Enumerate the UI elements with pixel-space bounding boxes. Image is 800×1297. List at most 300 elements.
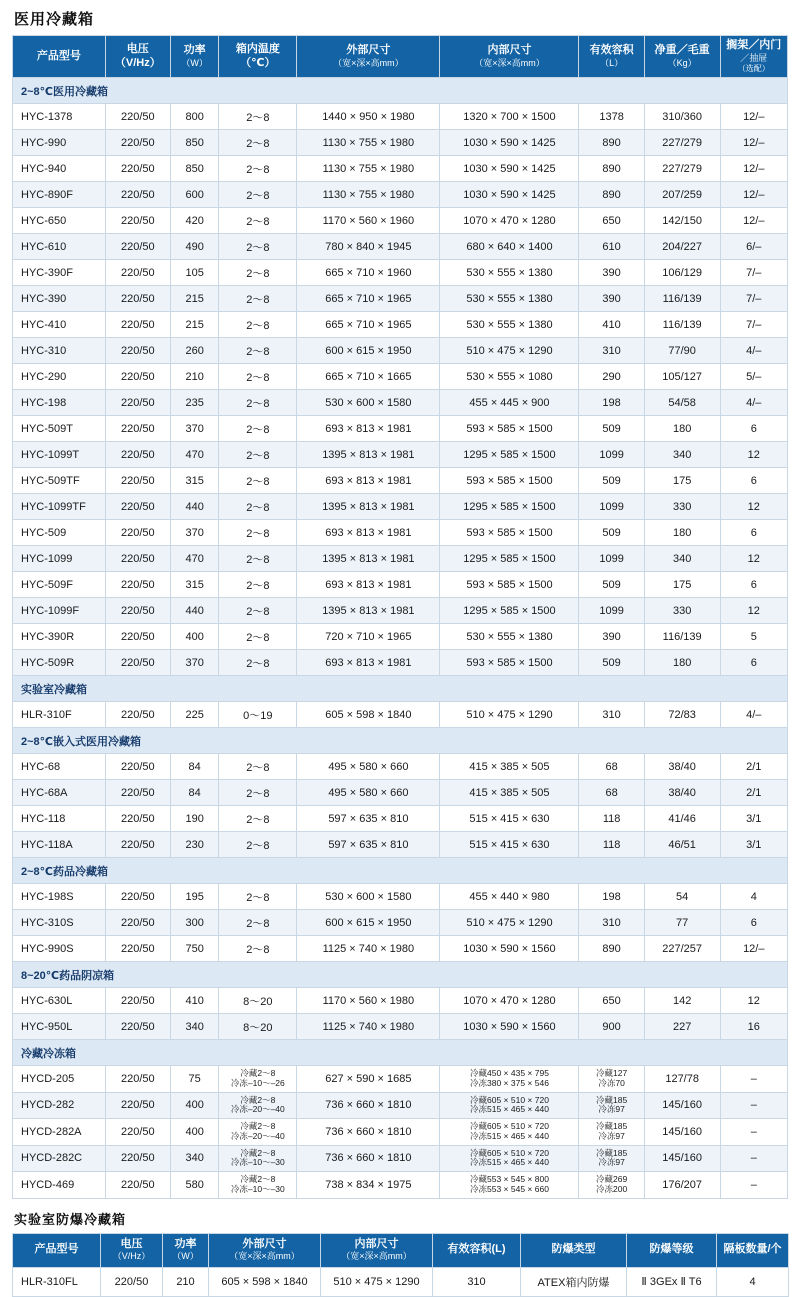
cell: 180 [644, 416, 720, 442]
cell: 2～8 [219, 884, 297, 910]
cell: 220/50 [105, 494, 170, 520]
cell: 225 [170, 702, 218, 728]
cell: – [720, 1066, 787, 1093]
cell: 470 [170, 442, 218, 468]
cell-model: HYCD-282A [13, 1119, 106, 1146]
cell: 400 [170, 624, 218, 650]
cell: 冷藏269 冷冻200 [579, 1172, 644, 1199]
cell: 220/50 [105, 754, 170, 780]
cell: 6 [720, 910, 787, 936]
cell-model: HYC-610 [13, 234, 106, 260]
cell: 390 [579, 286, 644, 312]
cell: 145/160 [644, 1092, 720, 1119]
table-row [13, 468, 788, 494]
table-body [13, 78, 788, 1199]
cell: 105/127 [644, 364, 720, 390]
cell-model: HYC-118 [13, 806, 106, 832]
cell: 220/50 [105, 364, 170, 390]
cell: 冷藏2～8 冷冻–10～–30 [219, 1172, 297, 1199]
cell: 1125 × 740 × 1980 [297, 936, 440, 962]
cell: 235 [170, 390, 218, 416]
cell: 1295 × 585 × 1500 [440, 494, 579, 520]
cell: 84 [170, 780, 218, 806]
cell: 440 [170, 598, 218, 624]
cell: 118 [579, 832, 644, 858]
cell: 2～8 [219, 416, 297, 442]
cell: 220/50 [101, 1267, 163, 1296]
cell: 38/40 [644, 780, 720, 806]
cell: 220/50 [105, 1014, 170, 1040]
table-row [13, 338, 788, 364]
table-row [13, 1014, 788, 1040]
column-header-3: 外部尺寸 （宽×深×高mm） [209, 1233, 321, 1267]
cell: – [720, 1145, 787, 1172]
cell-model: HLR-310FL [13, 1267, 101, 1296]
cell: 84 [170, 754, 218, 780]
cell: 850 [170, 130, 218, 156]
cell: 890 [579, 182, 644, 208]
cell: 220/50 [105, 312, 170, 338]
cell: 530 × 555 × 1380 [440, 312, 579, 338]
cell: 105 [170, 260, 218, 286]
cell: 330 [644, 494, 720, 520]
cell-model: HYCD-282 [13, 1092, 106, 1119]
cell: 340 [644, 442, 720, 468]
cell: 1099 [579, 442, 644, 468]
cell: 207/259 [644, 182, 720, 208]
cell: 510 × 475 × 1290 [440, 338, 579, 364]
column-header-0: 产品型号 [13, 1233, 101, 1267]
cell: 1130 × 755 × 1980 [297, 182, 440, 208]
cell: 509 [579, 572, 644, 598]
table-row [13, 650, 788, 676]
cell-model: HYCD-282C [13, 1145, 106, 1172]
table-row [13, 702, 788, 728]
table-row [13, 884, 788, 910]
cell: 2～8 [219, 910, 297, 936]
cell: 693 × 813 × 1981 [297, 416, 440, 442]
sec-table-header [13, 1233, 789, 1267]
cell: 736 × 660 × 1810 [297, 1092, 440, 1119]
cell: 220/50 [105, 338, 170, 364]
cell: 736 × 660 × 1810 [297, 1145, 440, 1172]
cell: 2～8 [219, 390, 297, 416]
cell: 220/50 [105, 130, 170, 156]
cell: 冷藏185 冷冻97 [579, 1092, 644, 1119]
cell: 220/50 [105, 572, 170, 598]
table-row [13, 598, 788, 624]
cell: 605 × 598 × 1840 [209, 1267, 321, 1296]
cell: 1395 × 813 × 1981 [297, 598, 440, 624]
cell: 665 × 710 × 1665 [297, 364, 440, 390]
cell: 4/– [720, 702, 787, 728]
cell-model: HYC-1099 [13, 546, 106, 572]
cell: 400 [170, 1119, 218, 1146]
cell: 72/83 [644, 702, 720, 728]
cell: 2/1 [720, 754, 787, 780]
cell: 8～20 [219, 988, 297, 1014]
cell-model: HYCD-469 [13, 1172, 106, 1199]
cell: 2～8 [219, 260, 297, 286]
cell-model: HYC-1378 [13, 104, 106, 130]
cell: 1099 [579, 598, 644, 624]
cell: 220/50 [105, 1145, 170, 1172]
cell: 340 [644, 546, 720, 572]
cell: 610 [579, 234, 644, 260]
cell-model: HYC-310S [13, 910, 106, 936]
cell: 冷藏2～8 冷冻–10～–30 [219, 1145, 297, 1172]
column-header-1: 电压（V/Hz） [105, 36, 170, 78]
cell: 310 [433, 1267, 521, 1296]
table-row [13, 624, 788, 650]
cell: 2～8 [219, 650, 297, 676]
cell: 220/50 [105, 598, 170, 624]
cell: 665 × 710 × 1965 [297, 286, 440, 312]
page-title: 医用冷藏箱 [14, 11, 95, 28]
cell: 54/58 [644, 390, 720, 416]
column-header-8: 搁架／内门 ／抽屉 （选配） [720, 36, 787, 78]
cell: 680 × 640 × 1400 [440, 234, 579, 260]
cell: 455 × 445 × 900 [440, 390, 579, 416]
cell-model: HYC-990S [13, 936, 106, 962]
cell: 220/50 [105, 1066, 170, 1093]
cell: 490 [170, 234, 218, 260]
table-row [13, 156, 788, 182]
column-header-6: 有效容积 （L） [579, 36, 644, 78]
cell-model: HYC-198S [13, 884, 106, 910]
cell: 2～8 [219, 806, 297, 832]
cell: 890 [579, 130, 644, 156]
cell: 220/50 [105, 1092, 170, 1119]
cell-model: HLR-310F [13, 702, 106, 728]
cell-model: HYC-509F [13, 572, 106, 598]
cell: 116/139 [644, 624, 720, 650]
table-row [13, 832, 788, 858]
cell: 6 [720, 468, 787, 494]
cell: 2～8 [219, 520, 297, 546]
cell: 7/– [720, 260, 787, 286]
cell: 106/129 [644, 260, 720, 286]
cell: 455 × 440 × 980 [440, 884, 579, 910]
cell: 220/50 [105, 260, 170, 286]
table-row [13, 780, 788, 806]
cell-model: HYC-68 [13, 754, 106, 780]
cell: 330 [644, 598, 720, 624]
group-label: 8~20℃药品阴凉箱 [13, 962, 788, 988]
cell: 736 × 660 × 1810 [297, 1119, 440, 1146]
cell: 54 [644, 884, 720, 910]
explosion-proof-table [12, 1233, 789, 1297]
table-group-header [13, 962, 788, 988]
cell: 198 [579, 390, 644, 416]
cell-model: HYC-630L [13, 988, 106, 1014]
cell: 220/50 [105, 1119, 170, 1146]
cell: 118 [579, 806, 644, 832]
table-row [13, 312, 788, 338]
cell: 7/– [720, 312, 787, 338]
table-row [13, 572, 788, 598]
cell: 145/160 [644, 1119, 720, 1146]
cell: 495 × 580 × 660 [297, 754, 440, 780]
cell: 2～8 [219, 494, 297, 520]
cell: 冷藏2～8 冷冻–10～–26 [219, 1066, 297, 1093]
cell: 0～19 [219, 702, 297, 728]
cell: 220/50 [105, 208, 170, 234]
cell: 340 [170, 1014, 218, 1040]
cell: 370 [170, 520, 218, 546]
cell: 175 [644, 572, 720, 598]
cell: 890 [579, 936, 644, 962]
cell-model: HYC-410 [13, 312, 106, 338]
cell: 650 [579, 208, 644, 234]
table-row [13, 1267, 789, 1296]
cell: 220/50 [105, 702, 170, 728]
table-row [13, 286, 788, 312]
cell: 410 [170, 988, 218, 1014]
cell: 6 [720, 650, 787, 676]
cell: 190 [170, 806, 218, 832]
cell: 370 [170, 416, 218, 442]
cell: 4/– [720, 338, 787, 364]
sec-table-body [13, 1267, 789, 1296]
cell: 198 [579, 884, 644, 910]
cell: 2～8 [219, 130, 297, 156]
cell: 580 [170, 1172, 218, 1199]
cell: 1099 [579, 546, 644, 572]
cell: 220/50 [105, 390, 170, 416]
group-label: 2~8℃医用冷藏箱 [13, 78, 788, 104]
cell: 2～8 [219, 832, 297, 858]
table-row [13, 234, 788, 260]
cell: 8～20 [219, 1014, 297, 1040]
cell: 530 × 555 × 1080 [440, 364, 579, 390]
cell: 1395 × 813 × 1981 [297, 546, 440, 572]
table-row [13, 130, 788, 156]
cell: ATEX箱内防爆 [521, 1267, 627, 1296]
cell: 冷藏605 × 510 × 720 冷冻515 × 465 × 440 [440, 1119, 579, 1146]
cell: 509 [579, 650, 644, 676]
cell: 310 [579, 338, 644, 364]
cell: 116/139 [644, 286, 720, 312]
column-header-2: 功率 （W） [163, 1233, 209, 1267]
cell: 6/– [720, 234, 787, 260]
table-row [13, 936, 788, 962]
cell-model: HYC-68A [13, 780, 106, 806]
cell: 冷藏605 × 510 × 720 冷冻515 × 465 × 440 [440, 1092, 579, 1119]
column-header-6: 防爆类型 [521, 1233, 627, 1267]
cell: 1099 [579, 494, 644, 520]
cell: 175 [644, 468, 720, 494]
cell: 220/50 [105, 416, 170, 442]
column-header-5: 有效容积(L) [433, 1233, 521, 1267]
cell: 180 [644, 520, 720, 546]
cell: 4/– [720, 390, 787, 416]
cell-model: HYC-650 [13, 208, 106, 234]
cell-model: HYC-509T [13, 416, 106, 442]
cell: 冷藏553 × 545 × 800 冷冻553 × 545 × 660 [440, 1172, 579, 1199]
cell-model: HYC-890F [13, 182, 106, 208]
cell: 415 × 385 × 505 [440, 754, 579, 780]
table-row [13, 390, 788, 416]
cell: 290 [579, 364, 644, 390]
cell: 410 [579, 312, 644, 338]
cell: 515 × 415 × 630 [440, 806, 579, 832]
cell: 1130 × 755 × 1980 [297, 156, 440, 182]
cell: 530 × 600 × 1580 [297, 390, 440, 416]
cell: 3/1 [720, 832, 787, 858]
cell: 12/– [720, 156, 787, 182]
cell: 220/50 [105, 884, 170, 910]
cell: 605 × 598 × 1840 [297, 702, 440, 728]
cell: 693 × 813 × 1981 [297, 572, 440, 598]
cell: 2～8 [219, 780, 297, 806]
cell: 1030 × 590 × 1560 [440, 936, 579, 962]
cell: 2～8 [219, 936, 297, 962]
cell: 12 [720, 546, 787, 572]
cell: 738 × 834 × 1975 [297, 1172, 440, 1199]
cell: 220/50 [105, 988, 170, 1014]
cell: 142 [644, 988, 720, 1014]
cell: 593 × 585 × 1500 [440, 650, 579, 676]
cell: 220/50 [105, 156, 170, 182]
cell: 220/50 [105, 442, 170, 468]
cell: 2～8 [219, 754, 297, 780]
cell: 230 [170, 832, 218, 858]
cell: 390 [579, 260, 644, 286]
cell: 冷藏185 冷冻97 [579, 1145, 644, 1172]
cell: 530 × 555 × 1380 [440, 260, 579, 286]
cell-model: HYC-198 [13, 390, 106, 416]
cell: 227/279 [644, 130, 720, 156]
cell: 68 [579, 754, 644, 780]
cell: 530 × 600 × 1580 [297, 884, 440, 910]
table-row [13, 754, 788, 780]
cell: 冷藏2～8 冷冻–20～–40 [219, 1092, 297, 1119]
cell: 510 × 475 × 1290 [321, 1267, 433, 1296]
cell: 1130 × 755 × 1980 [297, 130, 440, 156]
table-row [13, 1145, 788, 1172]
cell: 597 × 635 × 810 [297, 832, 440, 858]
cell: 720 × 710 × 1965 [297, 624, 440, 650]
cell: 220/50 [105, 936, 170, 962]
cell: 冷藏127 冷冻70 [579, 1066, 644, 1093]
cell: 2～8 [219, 234, 297, 260]
table-group-header [13, 728, 788, 754]
cell: 220/50 [105, 780, 170, 806]
cell: 195 [170, 884, 218, 910]
cell-model: HYC-509 [13, 520, 106, 546]
section-title-explosion-proof: 实验室防爆冷藏箱 [14, 1211, 127, 1227]
column-header-1: 电压 （V/Hz） [101, 1233, 163, 1267]
cell: 227/257 [644, 936, 720, 962]
table-row [13, 208, 788, 234]
cell: 593 × 585 × 1500 [440, 572, 579, 598]
cell-model: HYC-509TF [13, 468, 106, 494]
column-header-3: 箱内温度（℃） [219, 36, 297, 78]
cell: 693 × 813 × 1981 [297, 468, 440, 494]
cell: 300 [170, 910, 218, 936]
cell: 2～8 [219, 442, 297, 468]
cell: 370 [170, 650, 218, 676]
cell: 7/– [720, 286, 787, 312]
cell: 2/1 [720, 780, 787, 806]
cell: 900 [579, 1014, 644, 1040]
cell: 2～8 [219, 156, 297, 182]
cell: 390 [579, 624, 644, 650]
cell: 890 [579, 156, 644, 182]
cell: 260 [170, 338, 218, 364]
cell: 2～8 [219, 182, 297, 208]
cell: 2～8 [219, 286, 297, 312]
cell: 593 × 585 × 1500 [440, 416, 579, 442]
cell: 210 [170, 364, 218, 390]
group-label: 实验室冷藏箱 [13, 676, 788, 702]
cell: 41/46 [644, 806, 720, 832]
cell: 510 × 475 × 1290 [440, 702, 579, 728]
cell-model: HYC-390F [13, 260, 106, 286]
cell: 665 × 710 × 1965 [297, 312, 440, 338]
table-row [13, 806, 788, 832]
cell: 440 [170, 494, 218, 520]
table-group-header [13, 78, 788, 104]
cell: 693 × 813 × 1981 [297, 520, 440, 546]
cell: 1378 [579, 104, 644, 130]
cell: 冷藏2～8 冷冻–20～–40 [219, 1119, 297, 1146]
table-row [13, 182, 788, 208]
cell: 2～8 [219, 624, 297, 650]
table-row [13, 442, 788, 468]
table-row [13, 1119, 788, 1146]
cell: Ⅱ 3GEx Ⅱ T6 [627, 1267, 717, 1296]
cell: 12 [720, 988, 787, 1014]
cell: 2～8 [219, 208, 297, 234]
cell: 1125 × 740 × 1980 [297, 1014, 440, 1040]
cell: 1295 × 585 × 1500 [440, 598, 579, 624]
table-row [13, 1092, 788, 1119]
cell: 1320 × 700 × 1500 [440, 104, 579, 130]
table-header [13, 36, 788, 78]
cell: 38/40 [644, 754, 720, 780]
cell: 12 [720, 494, 787, 520]
cell: 2～8 [219, 104, 297, 130]
table-group-header [13, 1040, 788, 1066]
cell: 180 [644, 650, 720, 676]
cell: 310 [579, 910, 644, 936]
cell: 220/50 [105, 546, 170, 572]
cell: 600 × 615 × 1950 [297, 338, 440, 364]
cell: 1070 × 470 × 1280 [440, 208, 579, 234]
cell: 12/– [720, 936, 787, 962]
cell: 220/50 [105, 1172, 170, 1199]
cell: 400 [170, 1092, 218, 1119]
cell: 2～8 [219, 598, 297, 624]
cell-model: HYC-390R [13, 624, 106, 650]
cell: 2～8 [219, 468, 297, 494]
cell: 1170 × 560 × 1980 [297, 988, 440, 1014]
cell: 6 [720, 572, 787, 598]
cell: 420 [170, 208, 218, 234]
cell: 597 × 635 × 810 [297, 806, 440, 832]
cell: – [720, 1092, 787, 1119]
cell: 220/50 [105, 468, 170, 494]
cell: 220/50 [105, 650, 170, 676]
cell: – [720, 1172, 787, 1199]
cell: 2～8 [219, 312, 297, 338]
cell: 1440 × 950 × 1980 [297, 104, 440, 130]
cell: 145/160 [644, 1145, 720, 1172]
cell: 780 × 840 × 1945 [297, 234, 440, 260]
cell-model: HYC-310 [13, 338, 106, 364]
